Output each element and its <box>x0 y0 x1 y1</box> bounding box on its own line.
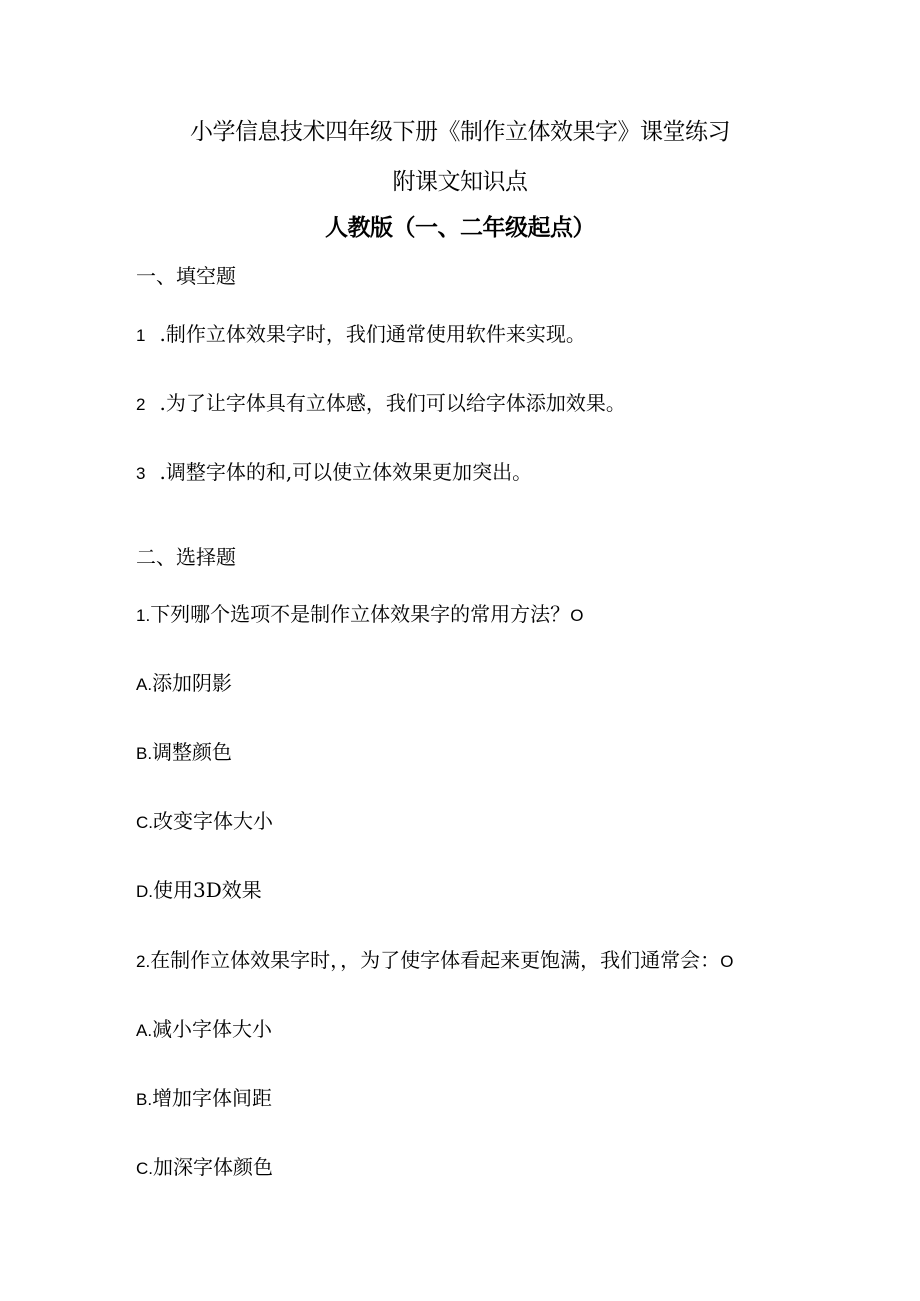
option-item <box>136 1016 272 1044</box>
option-item <box>136 739 232 767</box>
option-item <box>136 1154 273 1182</box>
document-edition: 人教版（一、二年级起点） <box>325 215 595 241</box>
option-text: 调整颜色 <box>152 740 233 764</box>
item-text: .制作立体效果字时，我们通常使用软件来实现。 <box>159 322 586 346</box>
fill-blank-item <box>136 321 586 349</box>
option-item <box>136 670 232 698</box>
item-text: .调整字体的和,可以使立体效果更加突出。 <box>159 460 533 484</box>
option-text: 减小字体大小 <box>152 1017 273 1041</box>
option-item <box>136 1085 272 1113</box>
item-number: 3 <box>136 464 146 483</box>
option-item <box>136 808 273 836</box>
option-label: D. <box>136 882 153 901</box>
option-text: 增加字体间距 <box>152 1086 273 1110</box>
section-heading-fill-blank: 一、填空题 <box>136 264 236 288</box>
option-text: 添加阴影 <box>152 671 233 695</box>
option-label: A. <box>136 675 153 694</box>
fill-blank-item <box>136 459 532 487</box>
option-label: A. <box>136 1021 153 1040</box>
item-text: .为了让字体具有立体感，我们可以给字体添加效果。 <box>159 391 626 415</box>
question-end-mark: O <box>570 606 584 625</box>
question-end-mark: O <box>720 952 734 971</box>
question-stem <box>136 947 733 975</box>
item-number: 1 <box>136 326 146 345</box>
section-heading-multiple-choice: 二、选择题 <box>136 545 236 569</box>
question-number: 2. <box>136 952 151 971</box>
document-subtitle: 附课文知识点 <box>392 169 528 195</box>
option-text: 改变字体大小 <box>153 809 273 833</box>
fill-blank-item <box>136 390 626 418</box>
question-number: 1. <box>136 606 151 625</box>
document-title: 小学信息技术四年级下册《制作立体效果字》课堂练习 <box>190 119 730 145</box>
option-label: C. <box>136 1159 153 1178</box>
option-label: B. <box>136 1090 153 1109</box>
question-stem <box>136 601 583 629</box>
option-text: 使用3D效果 <box>153 878 262 902</box>
option-label: B. <box>136 744 153 763</box>
question-text: 下列哪个选项不是制作立体效果字的常用方法？ <box>150 602 571 626</box>
option-text: 加深字体颜色 <box>153 1155 273 1179</box>
question-text: 在制作立体效果字时，，为了使字体看起来更饱满，我们通常会： <box>150 948 721 972</box>
option-item <box>136 877 262 905</box>
item-number: 2 <box>136 395 146 414</box>
option-label: C. <box>136 813 153 832</box>
